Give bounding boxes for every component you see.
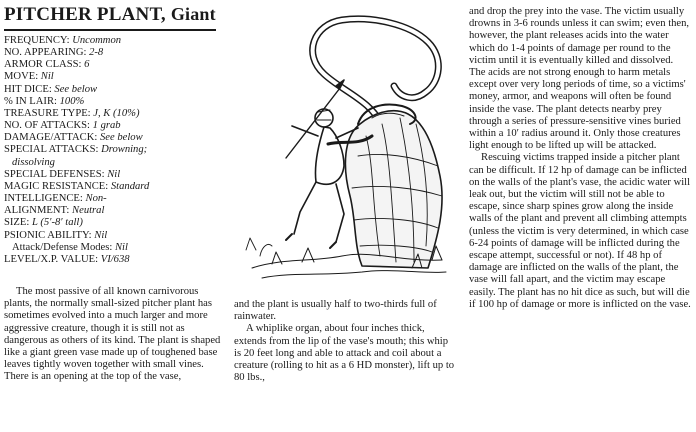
column-2 [234, 299, 456, 384]
stat-value: 1 grab [92, 120, 121, 132]
stat-label: HIT DICE: [4, 83, 52, 95]
stat-row [4, 205, 230, 217]
stat-row [4, 59, 230, 71]
stat-row [4, 120, 230, 132]
title-rule [4, 29, 216, 31]
column-1 [4, 286, 228, 384]
stat-row [4, 108, 230, 120]
stat-value: See below [54, 83, 98, 95]
stat-label: % IN LAIR: [4, 95, 57, 107]
page-title [4, 4, 216, 26]
creature-name-suffix: Giant [170, 4, 216, 24]
stat-value: Standard [110, 180, 150, 192]
stat-value: VI/638 [100, 253, 130, 265]
stat-value: Nil [40, 71, 54, 83]
stat-value: 100% [59, 95, 85, 107]
description-paragraph-2: and the plant is usually half to two-thirds full of rainwater. [234, 299, 437, 323]
pitcher-plant-illustration [232, 6, 458, 290]
stat-label: ALIGNMENT: [4, 205, 70, 217]
stat-value: Nil [107, 168, 121, 180]
description-paragraph-3: A whiplike organ, about four inches thick, extends from the lip of the vase's mouth; this whip is 20 feet long and able to attack and coil about a creature (rolling to hit as a 6 HD monster), lift up to 80 lbs., [234, 323, 455, 384]
stat-label: LEVEL/X.P. VALUE: [4, 253, 99, 265]
stat-value: dissolving [12, 156, 55, 168]
stat-row [4, 157, 230, 169]
description-paragraph-5: Rescuing victims trapped inside a pitcher plant can be difficult. If 12 hp of damage can be inflicted on the walls of the plant's vase, the acidic water will leak out, but the victim will still not be able to escape, since sharp spines grow along the inside walls of the plant and prevent all climbing attempts (unless the victim is very determined, in which case 6-24 points of damage will be inflicted during the escape attempt, successful or not). If 48 hp of damage are inflicted on the walls of the plant, the vase will fall apart, and the victim may escape easily. The plant has no hit dice as such, but will die if 100 hp of damage or more is inflicted on the vase. [469, 152, 691, 310]
stat-row [4, 230, 230, 242]
stat-value: Nil [94, 229, 108, 241]
stat-value: L (5′-8′ tall) [31, 217, 83, 229]
stat-block [4, 35, 230, 266]
stat-label: TREASURE TYPE: [4, 107, 91, 119]
stat-row [4, 217, 230, 229]
stat-label: NO. OF ATTACKS: [4, 120, 90, 132]
stat-label: INTELLIGENCE: [4, 193, 83, 205]
stat-row [4, 47, 230, 59]
column-3 [469, 6, 691, 311]
stat-value: Non- [85, 193, 107, 205]
stat-row [4, 254, 230, 266]
stat-label: Attack/Defense Modes: [12, 241, 113, 253]
stat-value: See below [99, 132, 143, 144]
stat-label: NO. APPEARING: [4, 47, 87, 59]
stat-row [4, 132, 230, 144]
stat-value: Neutral [72, 205, 105, 217]
vase-body [345, 111, 442, 268]
stat-row [4, 71, 230, 83]
stat-row [4, 84, 230, 96]
stat-value: Uncommon [72, 35, 122, 46]
stat-row [4, 35, 230, 47]
stat-row [4, 181, 230, 193]
stat-label: SIZE: [4, 217, 30, 229]
stat-row [4, 96, 230, 108]
stat-row [4, 193, 230, 205]
stat-label: SPECIAL DEFENSES: [4, 168, 105, 180]
stat-label: ARMOR CLASS: [4, 59, 82, 71]
description-paragraph-1: The most passive of all known carnivorous plants, the normally small-sized pitcher plant has sometimes evolved into a much larger and more aggressive creature, though it is still not as dangerous as others of its kind. The plant is shaped like a giant green vase made up of toughened base leaves tightly woven together with small vines. There is an opening at the top of the vase, [4, 286, 221, 383]
stat-value: 2-8 [89, 47, 104, 59]
stat-row [4, 144, 230, 156]
stat-value: Drowning; [101, 144, 148, 156]
stat-value: Nil [114, 241, 128, 253]
description-paragraph-4: and drop the prey into the vase. The victim usually drowns in 3-6 rounds unless it can swim; even then, however, the plant releases acids into the water which do 1-4 points of damage per round to the victim until it is eventually killed and dissolved. The acids are not strong enough to harm metals except over very long periods of time, so a victims' money, armor, and weapons will often be found inside the vase. The plant detects nearby prey through a series of pressure-sensitive vines buried within a 10′ radius around it. Only those creatures light enough to be lifted up will be attacked. [469, 6, 690, 152]
stat-label: PSIONIC ABILITY: [4, 229, 92, 241]
stat-row [4, 169, 230, 181]
stat-value: 6 [84, 59, 90, 71]
stat-label: SPECIAL ATTACKS: [4, 144, 99, 156]
stat-row [4, 242, 230, 254]
stat-label: FREQUENCY: [4, 35, 70, 46]
stat-label: DAMAGE/ATTACK: [4, 132, 98, 144]
stat-label: MOVE: [4, 71, 39, 83]
stat-label: MAGIC RESISTANCE: [4, 180, 109, 192]
stat-value: J, K (10%) [93, 107, 140, 119]
creature-name: PITCHER PLANT, [4, 4, 166, 25]
